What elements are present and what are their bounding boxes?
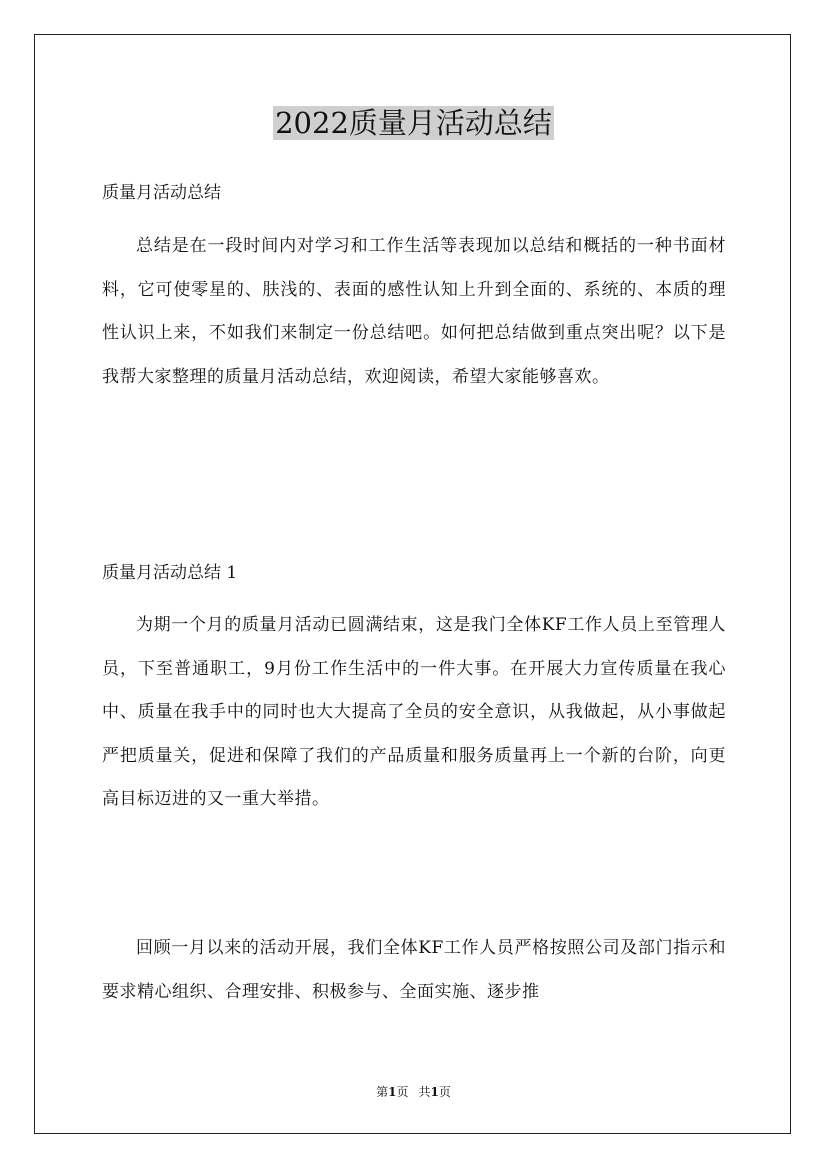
section-1-paragraph-2: 回顾一月以来的活动开展，我们全体KF工作人员严格按照公司及部门指示和要求精心组织、合理安排、积极参与、全面实施、逐步推 (102, 938, 726, 1002)
page-footer (0, 1084, 827, 1100)
footer-page-prefix: 第 (376, 1085, 389, 1099)
intro-paragraph: 总结是在一段时间内对学习和工作生活等表现加以总结和概括的一种书面材料，它可使零星的、肤浅的、表面的感性认知上升到全面的、系统的、本质的理性认识上来，不如我们来制定一份总结吧。如何把总结做到重点突出呢？以下是我帮大家整理的质量月活动总结，欢迎阅读，希望大家能够喜欢。 (102, 236, 726, 387)
document-title-text: 2022质量月活动总结 (275, 106, 552, 140)
document-title (0, 104, 827, 142)
section-heading-intro: 质量月活动总结 (102, 183, 221, 203)
footer-page-current: 1 (388, 1085, 397, 1099)
section-heading-1: 质量月活动总结 1 (102, 563, 238, 583)
footer-total-prefix: 共 (418, 1085, 431, 1099)
footer-page-suffix: 页 (396, 1085, 409, 1099)
footer-total-suffix: 页 (438, 1085, 451, 1099)
footer-page-total: 1 (430, 1085, 439, 1099)
section-1-paragraph-1: 为期一个月的质量月活动已圆满结束，这是我门全体KF工作人员上至管理人员，下至普通职工，9月份工作生活中的一件大事。在开展大力宣传质量在我心中、质量在我手中的同时也大大提高了全员的安全意识，从我做起，从小事做起严把质量关，促进和保障了我们的产品质量和服务质量再上一个新的台阶，向更高目标迈进的又一重大举措。 (102, 615, 726, 810)
